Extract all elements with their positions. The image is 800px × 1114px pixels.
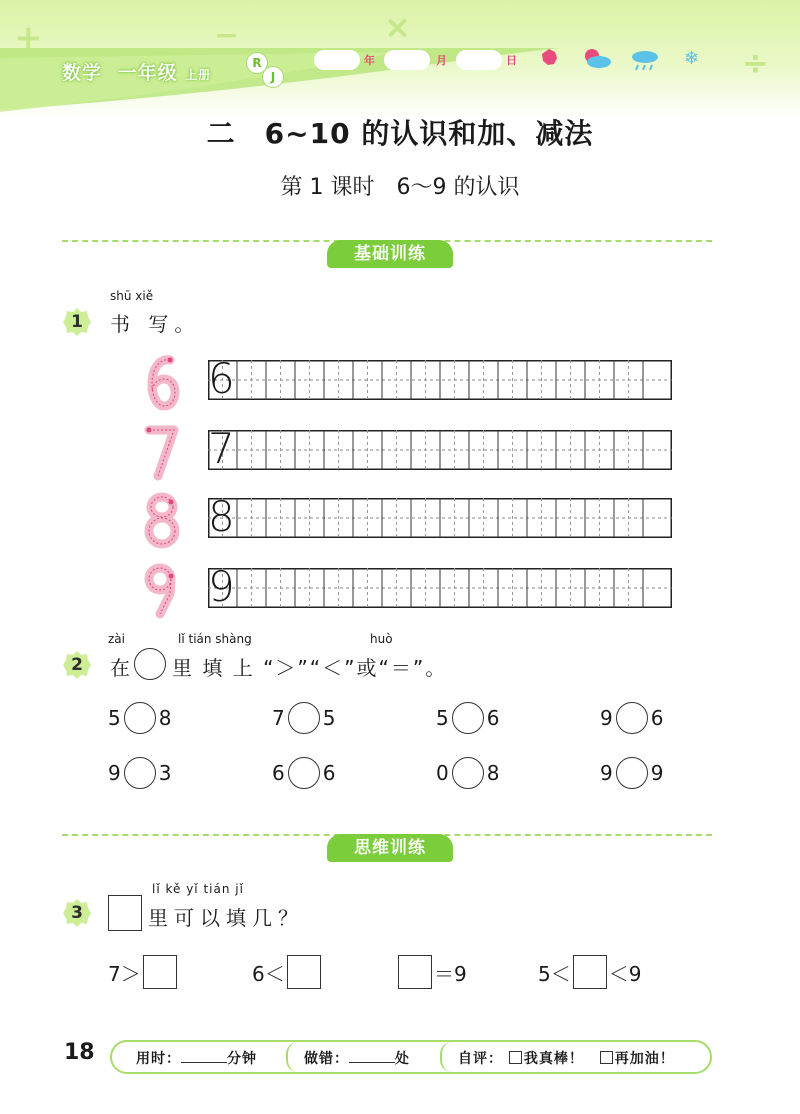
- day-field[interactable]: [456, 50, 502, 70]
- compare-item: 6 6: [272, 757, 335, 789]
- answer-circle[interactable]: [288, 757, 320, 789]
- fill-item: 6＜: [252, 955, 323, 989]
- answer-circle[interactable]: [124, 757, 156, 789]
- errors-blank[interactable]: [349, 1050, 395, 1063]
- answer-circle[interactable]: [452, 757, 484, 789]
- answer-box[interactable]: [573, 955, 607, 989]
- writing-grid-6[interactable]: [208, 354, 672, 403]
- footer-separator: [286, 1042, 302, 1072]
- fill-item: 7＞: [108, 955, 179, 989]
- answer-box[interactable]: [398, 955, 432, 989]
- section-tag-basic: 基础训练: [327, 240, 453, 268]
- page-number: 18: [64, 1040, 95, 1065]
- compare-item: 9 6: [600, 702, 663, 734]
- section-tag-thinking: 思维训练: [327, 834, 453, 862]
- minus-deco-icon: −: [214, 18, 240, 53]
- edition-r-badge: R: [246, 52, 268, 74]
- fill-item: 5＜ ＜9: [538, 955, 641, 989]
- writing-grid-7[interactable]: [208, 424, 672, 473]
- edition-j-badge: J: [262, 66, 284, 88]
- digit-model-9: [140, 560, 184, 620]
- unit-title: 二 6~10 的认识和加、减法: [206, 117, 594, 150]
- time-blank[interactable]: [181, 1050, 227, 1063]
- answer-circle[interactable]: [452, 702, 484, 734]
- q2-text-b: 里 填 上 “＞”“＜”或“＝”。: [172, 656, 448, 680]
- time-spent: 用时： 分钟: [136, 1051, 257, 1067]
- writing-grid-9[interactable]: [208, 562, 672, 611]
- checkbox-try-harder[interactable]: [600, 1051, 613, 1064]
- question-number-3: 3: [62, 898, 92, 928]
- answer-circle[interactable]: [288, 702, 320, 734]
- grid-lines: [208, 360, 672, 400]
- question-number-1: 1: [62, 307, 92, 337]
- q2-pinyin-huo: huò: [370, 632, 393, 646]
- q1-text: 书 写。: [110, 312, 201, 336]
- compare-item: 0 8: [436, 757, 499, 789]
- snow-icon: ❄: [684, 48, 700, 69]
- compare-item: 5 8: [108, 702, 171, 734]
- writing-grid-8[interactable]: [208, 492, 672, 541]
- answer-circle[interactable]: [616, 757, 648, 789]
- digit-model-7: [140, 422, 184, 482]
- self-evaluation: 自评： 我真棒！ 再加油！: [458, 1051, 675, 1067]
- footer-separator: [440, 1042, 456, 1072]
- times-deco-icon: ×: [384, 8, 411, 46]
- errors-count: 做错： 处: [304, 1051, 410, 1067]
- grid-lines: [208, 568, 672, 608]
- lesson-title: 第 1 课时 6～9 的认识: [280, 175, 520, 200]
- month-label: 月: [436, 54, 447, 67]
- answer-box[interactable]: [143, 955, 177, 989]
- q2-circle-example: [134, 648, 166, 680]
- compare-item: 5 6: [436, 702, 499, 734]
- compare-item: 7 5: [272, 702, 335, 734]
- q3-example-box: [108, 895, 142, 931]
- q3-pinyin: lǐ kě yǐ tián jǐ: [152, 882, 244, 896]
- trace-digit: 8: [208, 492, 235, 541]
- grid-lines: [208, 498, 672, 538]
- digit-model-6: [140, 352, 184, 412]
- q3-text: 里可以填几？: [148, 906, 304, 930]
- compare-item: 9 9: [600, 757, 663, 789]
- trace-digit: 6: [208, 354, 235, 403]
- q2-text-a: 在: [110, 656, 136, 680]
- partly-cloudy-icon: [582, 48, 612, 74]
- question-number-2: 2: [62, 650, 92, 680]
- answer-circle[interactable]: [616, 702, 648, 734]
- answer-circle[interactable]: [124, 702, 156, 734]
- compare-item: 9 3: [108, 757, 171, 789]
- fill-item: ＝9: [396, 955, 467, 989]
- divide-deco-icon: ÷: [742, 44, 769, 82]
- q2-pinyin-zai: zài: [108, 632, 125, 646]
- q2-pinyin-litianshang: lǐ tián shàng: [178, 632, 252, 646]
- plus-deco-icon: +: [14, 18, 43, 58]
- digit-model-8: [140, 490, 184, 550]
- year-label: 年: [364, 54, 375, 67]
- rain-icon: [630, 48, 660, 76]
- month-field[interactable]: [384, 50, 430, 70]
- subject-grade-label: 数学 一年级 上册: [62, 62, 212, 84]
- answer-box[interactable]: [287, 955, 321, 989]
- sun-icon: [540, 48, 558, 70]
- day-label: 日: [506, 54, 517, 67]
- grid-lines: [208, 430, 672, 470]
- q1-pinyin: shū xiě: [110, 289, 154, 303]
- trace-digit: 7: [208, 424, 235, 473]
- checkbox-great[interactable]: [509, 1051, 522, 1064]
- trace-digit: 9: [208, 562, 235, 611]
- year-field[interactable]: [314, 50, 360, 70]
